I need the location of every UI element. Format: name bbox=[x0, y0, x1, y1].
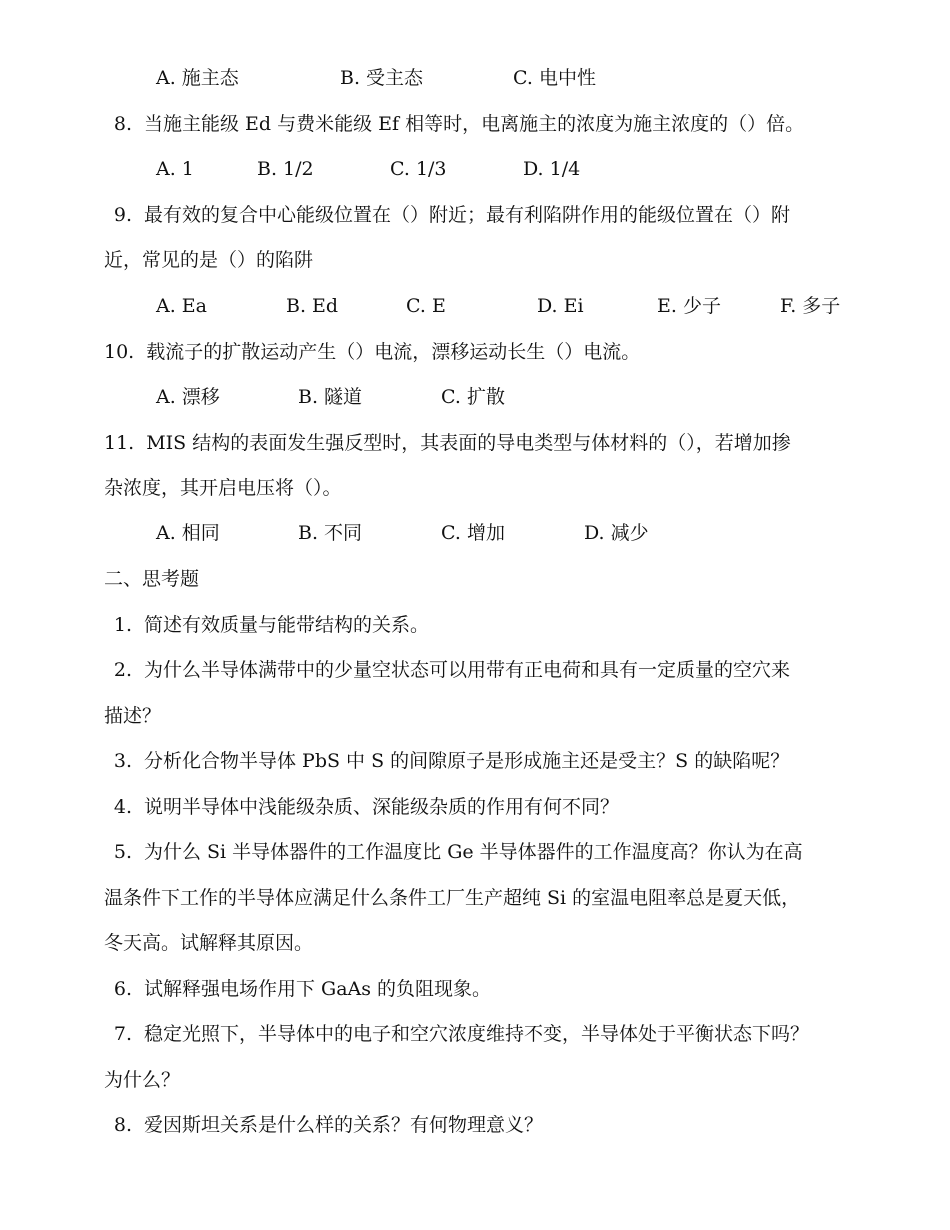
question-number: 10. bbox=[104, 341, 135, 363]
thinking-item-3 bbox=[104, 749, 789, 773]
question-text: 最有效的复合中心能级位置在（）附近；最有利陷阱作用的能级位置在（）附 bbox=[144, 204, 791, 226]
question-11 bbox=[104, 431, 791, 455]
q9-option-d: D. Ei bbox=[537, 295, 584, 317]
item-number: 1. bbox=[113, 614, 132, 636]
item-text: 分析化合物半导体 PbS 中 S 的间隙原子是形成施主还是受主？S 的缺陷呢？ bbox=[144, 750, 790, 772]
thinking-item-8 bbox=[104, 1113, 543, 1137]
question-text: MIS 结构的表面发生强反型时，其表面的导电类型与体材料的（），若增加掺 bbox=[146, 432, 791, 454]
item-number: 5. bbox=[113, 841, 132, 863]
section-title: 二、思考题 bbox=[104, 568, 200, 590]
item-text: 为什么半导体满带中的少量空状态可以用带有正电荷和具有一定质量的空穴来 bbox=[144, 659, 791, 681]
q11-option-a: A. 相同 bbox=[156, 522, 220, 544]
q8-option-a: A. 1 bbox=[156, 158, 194, 180]
question-text: 当施主能级 Ed 与费米能级 Ef 相等时，电离施主的浓度为施主浓度的（）倍。 bbox=[144, 113, 805, 135]
question-text: 载流子的扩散运动产生（）电流，漂移运动长生（）电流。 bbox=[146, 341, 641, 363]
item-text: 说明半导体中浅能级杂质、深能级杂质的作用有何不同？ bbox=[144, 796, 620, 818]
q8-option-d: D. 1/4 bbox=[523, 158, 581, 180]
q8-option-c: C. 1/3 bbox=[390, 158, 447, 180]
item-text: 爱因斯坦关系是什么样的关系？有何物理意义？ bbox=[144, 1114, 544, 1136]
question-8 bbox=[104, 112, 804, 136]
q9-option-a: A. Ea bbox=[156, 295, 207, 317]
q9-option-e: E. 少子 bbox=[657, 295, 721, 317]
item-number: 3. bbox=[113, 750, 132, 772]
thinking-item-2 bbox=[104, 658, 790, 682]
item-number: 6. bbox=[113, 978, 132, 1000]
item-number: 2. bbox=[113, 659, 132, 681]
q10-option-c: C. 扩散 bbox=[441, 386, 505, 408]
thinking-item-5 bbox=[104, 840, 803, 864]
thinking-item-7-line-2: 为什么？ bbox=[104, 1069, 181, 1091]
q9-option-b: B. Ed bbox=[286, 295, 339, 317]
q9-option-c: C. E bbox=[406, 295, 446, 317]
item-number: 8. bbox=[113, 1114, 132, 1136]
question-number: 11. bbox=[104, 432, 135, 454]
thinking-item-5-line-3: 冬天高。试解释其原因。 bbox=[104, 932, 314, 954]
question-10 bbox=[104, 340, 640, 364]
item-number: 7. bbox=[113, 1023, 132, 1045]
q11-option-d: D. 减少 bbox=[584, 522, 649, 544]
question-number: 9. bbox=[113, 204, 132, 226]
q11-option-c: C. 增加 bbox=[441, 522, 505, 544]
item-text: 简述有效质量与能带结构的关系。 bbox=[144, 614, 430, 636]
thinking-item-6 bbox=[104, 977, 491, 1001]
question-9 bbox=[104, 203, 790, 227]
q10-option-b: B. 隧道 bbox=[298, 386, 363, 408]
question-9-line-2: 近，常见的是（）的陷阱 bbox=[104, 249, 314, 271]
q10-option-a: A. 漂移 bbox=[156, 386, 220, 408]
thinking-item-2-line-2: 描述？ bbox=[104, 705, 162, 727]
question-number: 8. bbox=[113, 113, 132, 135]
q11-option-b: B. 不同 bbox=[298, 522, 363, 544]
thinking-item-7 bbox=[104, 1022, 809, 1046]
q8-option-b: B. 1/2 bbox=[257, 158, 314, 180]
thinking-item-4 bbox=[104, 795, 619, 819]
q7-option-b: B. 受主态 bbox=[340, 67, 424, 89]
item-text: 稳定光照下，半导体中的电子和空穴浓度维持不变，半导体处于平衡状态下吗？ bbox=[144, 1023, 810, 1045]
q9-option-f: F. 多子 bbox=[780, 295, 841, 317]
q7-option-a: A. 施主态 bbox=[156, 67, 239, 89]
item-number: 4. bbox=[113, 796, 132, 818]
item-text: 为什么 Si 半导体器件的工作温度比 Ge 半导体器件的工作温度高？你认为在高 bbox=[144, 841, 803, 863]
thinking-item-5-line-2: 温条件下工作的半导体应满足什么条件工厂生产超纯 Si 的室温电阻率总是夏天低， bbox=[104, 887, 801, 909]
thinking-item-1 bbox=[104, 613, 429, 637]
item-text: 试解释强电场作用下 GaAs 的负阻现象。 bbox=[144, 978, 492, 1000]
q7-option-c: C. 电中性 bbox=[513, 67, 596, 89]
question-11-line-2: 杂浓度，其开启电压将（）。 bbox=[104, 477, 342, 499]
